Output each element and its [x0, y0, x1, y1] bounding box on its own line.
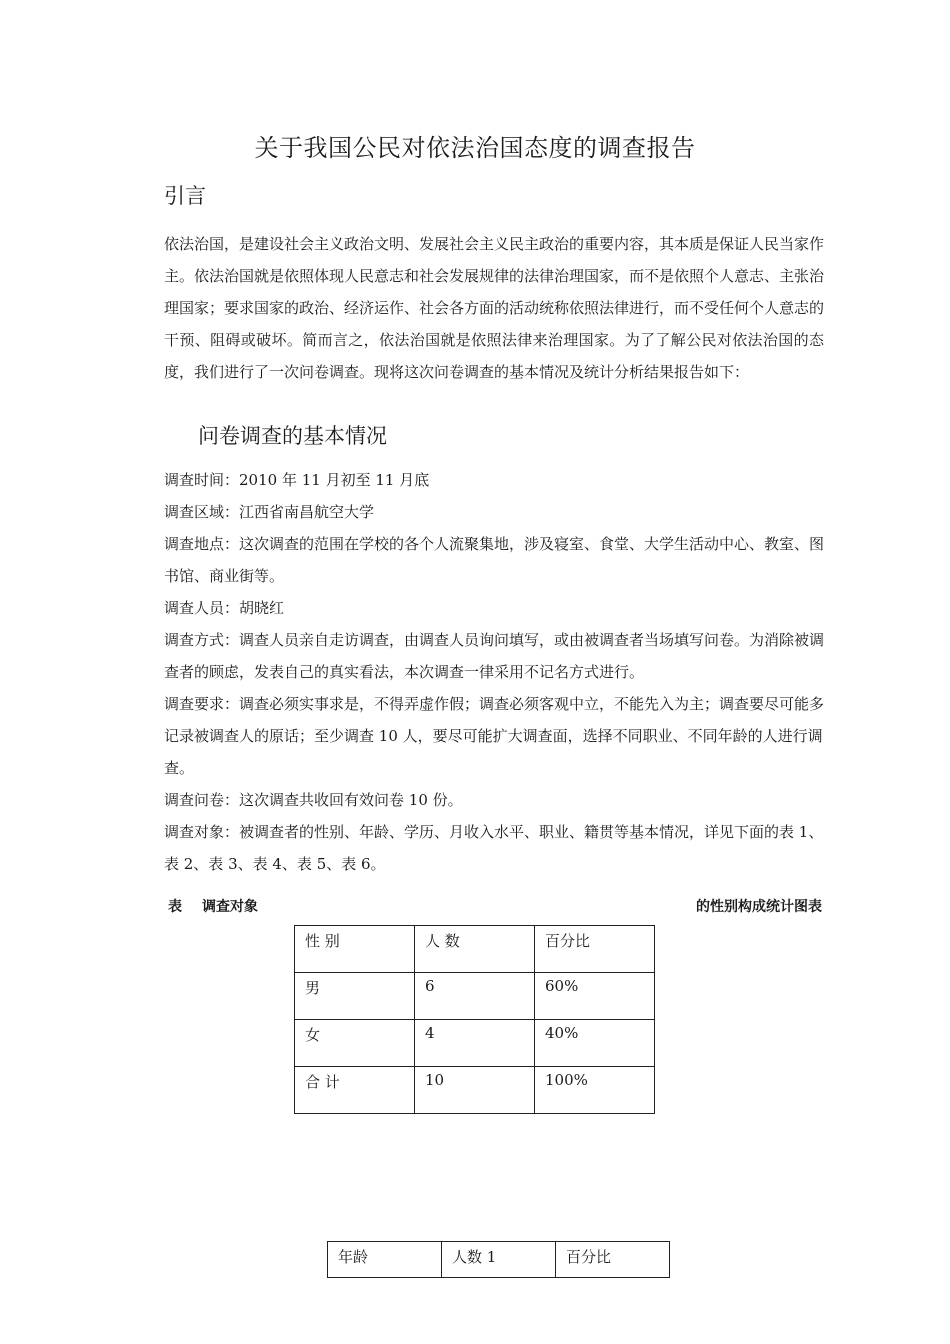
survey-item-region: 调查区域：江西省南昌航空大学 [164, 503, 375, 521]
intro-paragraph: 依法治国，是建设社会主义政治文明、发展社会主义民主政治的重要内容，其本质是保证人民当家作主。依法治国就是依照体现人民意志和社会发展规律的法律治理国家，而不是依照个人意志、主张治理国家；要求国家的政治、经济运作、社会各方面的活动统称依照法律进行，而不受任何个人意志的干预、阻碍或破坏。简而言之，依法治国就是依照法律来治理国家。为了了解公民对依法治国的态度，我们进行了一次问卷调查。现将这次问卷调查的基本情况及统计分析结果报告如下： [164, 235, 825, 381]
report-title: 关于我国公民对依法治国态度的调查报告 [254, 134, 696, 162]
table-cell: 男 [295, 973, 415, 1020]
table1-caption-subject: 调查对象 [202, 899, 258, 915]
table-cell: 合 计 [295, 1067, 415, 1114]
table-cell: 40% [535, 1020, 655, 1067]
table-header-cell: 百分比 [535, 926, 655, 973]
table-row [295, 973, 655, 1020]
table-row [295, 1067, 655, 1114]
survey-heading: 问卷调查的基本情况 [198, 424, 387, 448]
table-cell: 4 [415, 1020, 535, 1067]
table1-caption-label: 表 [168, 899, 182, 915]
table-header-cell: 年龄 [328, 1242, 442, 1278]
table-header-row [328, 1242, 670, 1278]
table-header-row [295, 926, 655, 973]
survey-info [164, 464, 834, 880]
survey-item-location: 调查地点：这次调查的范围在学校的各个人流聚集地，涉及寝室、食堂、大学生活动中心、教室、图书馆、商业街等。 [164, 535, 825, 585]
table-cell: 100% [535, 1067, 655, 1114]
survey-item-staff: 调查人员：胡晓红 [164, 599, 285, 617]
table-cell: 10 [415, 1067, 535, 1114]
survey-item-subjects: 调查对象：被调查者的性别、年龄、学历、月收入水平、职业、籍贯等基本情况，详见下面的表 1、表 2、表 3、表 4、表 5、表 6。 [164, 823, 824, 873]
table-cell: 60% [535, 973, 655, 1020]
table-cell: 女 [295, 1020, 415, 1067]
survey-item-time: 调查时间：2010 年 11 月初至 11 月底 [164, 471, 430, 489]
gender-table [294, 925, 655, 1114]
table1-caption-left [168, 896, 278, 916]
survey-item-method: 调查方式：调查人员亲自走访调查，由调查人员询问填写，或由被调查者当场填写问卷。为消除被调查者的顾虑，发表自己的真实看法，本次调查一律采用不记名方式进行。 [164, 631, 825, 681]
intro-heading: 引言 [164, 184, 206, 208]
survey-item-questionnaire: 调查问卷：这次调查共收回有效问卷 10 份。 [164, 791, 463, 809]
survey-item-requirements: 调查要求：调查必须实事求是，不得弄虚作假；调查必须客观中立，不能先入为主；调查要尽可能多记录被调查人的原话；至少调查 10 人，要尽可能扩大调查面，选择不同职业、不同年龄的人进行调查。 [164, 695, 825, 777]
table-cell: 6 [415, 973, 535, 1020]
table-header-cell: 人数 1 [442, 1242, 556, 1278]
table-row [295, 1020, 655, 1067]
age-table [327, 1241, 670, 1278]
table-header-cell: 百分比 [556, 1242, 670, 1278]
table-header-cell: 人 数 [415, 926, 535, 973]
table1-caption-right: 的性别构成统计图表 [696, 899, 822, 915]
table-header-cell: 性 别 [295, 926, 415, 973]
